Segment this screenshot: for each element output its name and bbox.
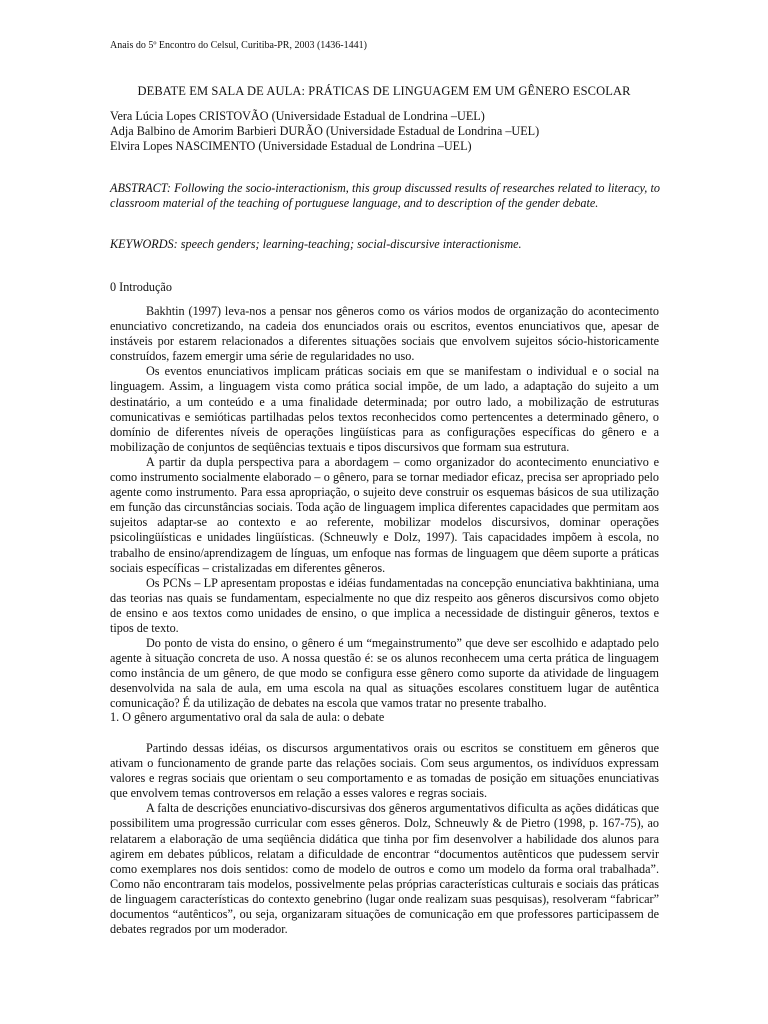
section-body-introduction	[110, 304, 659, 712]
paragraph: Os eventos enunciativos implicam práticas sociais em que se manifestam o individual e o social na linguagem. Assim, a linguagem vista como prática social impõe, de um lado, a adaptação do sujeito a um destinatário, a um conteúdo e a uma finalidade determinada; por outro lado, a mobilização de estruturas comunicativas e semióticas partilhadas pelos textos reconhecidos como pertencentes a determinado gênero, o domínio de diferentes níveis de operações lingüísticas para as configurações específicas do gênero e a mobilização de conjuntos de seqüências textuais e tipos discursivos que formam sua estrutura.	[110, 364, 659, 454]
author-list	[110, 109, 539, 154]
paper-title: DEBATE EM SALA DE AULA: PRÁTICAS DE LINGUAGEM EM UM GÊNERO ESCOLAR	[137, 84, 631, 98]
author-line: Vera Lúcia Lopes CRISTOVÃO (Universidade Estadual de Londrina –UEL)	[110, 109, 485, 123]
abstract: ABSTRACT: Following the socio-interactionism, this group discussed results of researches related to literacy, to classroom material of the teaching of portuguese language, and to description of the gender debate.	[110, 181, 660, 211]
section-heading-debate: 1. O gênero argumentativo oral da sala de aula: o debate	[110, 710, 385, 724]
keywords: KEYWORDS: speech genders; learning-teaching; social-discursive interactionisme.	[110, 237, 522, 251]
paragraph: A falta de descrições enunciativo-discursivas dos gêneros argumentativos dificulta as ações didáticas que possibilitem uma progressão curricular com esses gêneros. Dolz, Schneuwly & de Pietro (1998, p. 167-75), ao relatarem a elaboração de uma seqüência didática que tinha por fim desenvolver a habilidade dos alunos para agirem em debates públicos, relatam a dificuldade de encontrar “documentos autênticos que pudessem servir como exemplares nos dois sentidos: como de modelo de outros e como um modelo da forma oral trabalhada”. Como não encontraram tais modelos, possivelmente pelas próprias características culturais e sociais das práticas de linguagem características do contexto genebrino (lugar onde realizam suas pesquisas), resolveram “fabricar” documentos “autênticos”, ou seja, organizaram situações de comunicação em que professores participassem de debates regrados por um moderador.	[110, 801, 659, 937]
paragraph: Do ponto de vista do ensino, o gênero é um “megainstrumento” que deve ser escolhido e adaptado pelo agente à situação concreta de uso. A nossa questão é: se os alunos reconhecem uma certa prática de linguagem como instância de um gênero, de que modo se configura esse gênero como suporte da atividade de linguagem desenvolvida na sala de aula, em uma escola na qual as situações escolares constituem lugar de autêntica comunicação? É da utilização de debates na escola que vamos tratar no presente trabalho.	[110, 636, 659, 711]
section-heading-introduction: 0 Introdução	[110, 280, 172, 294]
paragraph: Bakhtin (1997) leva-nos a pensar nos gêneros como os vários modos de organização do acontecimento enunciativo concretizando, na cadeia dos enunciados orais ou escritos, eventos enunciativos que, apesar de instáveis por estarem relacionados a diferentes situações sociais que envolvem sujeitos sócio-historicamente construídos, fazem emergir uma série de regularidades no uso.	[110, 304, 659, 364]
section-body-debate	[110, 741, 659, 937]
paragraph: Os PCNs – LP apresentam propostas e idéias fundamentadas na concepção enunciativa bakhtiniana, uma das teorias nas quais se fundamentam, especialmente no que diz respeito aos gêneros discursivos como objeto de ensino e aos textos como unidades de ensino, o que implica a necessidade de distinguir gêneros, textos e tipos de texto.	[110, 575, 659, 635]
paragraph: Partindo dessas idéias, os discursos argumentativos orais ou escritos se constituem em gêneros que ativam o funcionamento de grande parte das relações sociais. Com seus argumentos, os indivíduos expressam valores e regras sociais que orientam o seu comportamento e as tomadas de posição em situações enunciativas que envolvem temas controversos em relação a esses valores e regras sociais.	[110, 741, 659, 801]
paragraph: A partir da dupla perspectiva para a abordagem – como organizador do acontecimento enunciativo e como instrumento socialmente elaborado – o gênero, para se tornar mediador eficaz, precisa ser apropriado pelo agente como instrumento. Para essa apropriação, o sujeito deve construir os esquemas básicos de sua utilização em função das circunstâncias sociais. Toda ação de linguagem implica diferentes capacidades que permitam aos sujeitos adaptar-se ao contexto e ao referente, mobilizar modelos discursivos, dominar operações psicolingüísticas e unidades lingüísticas. (Schneuwly e Dolz, 1997). Tais capacidades impõem à escola, no trabalho de ensino/aprendizagem de línguas, um enfoque nas formas de linguagem que dêem suporte a práticas sociais específicas – cristalizadas em diferentes gêneros.	[110, 454, 659, 575]
author-line: Adja Balbino de Amorim Barbieri DURÃO (Universidade Estadual de Londrina –UEL)	[110, 124, 540, 138]
author-line: Elvira Lopes NASCIMENTO (Universidade Estadual de Londrina –UEL)	[110, 139, 472, 153]
running-header: Anais do 5º Encontro do Celsul, Curitiba-PR, 2003 (1436-1441)	[110, 40, 367, 51]
